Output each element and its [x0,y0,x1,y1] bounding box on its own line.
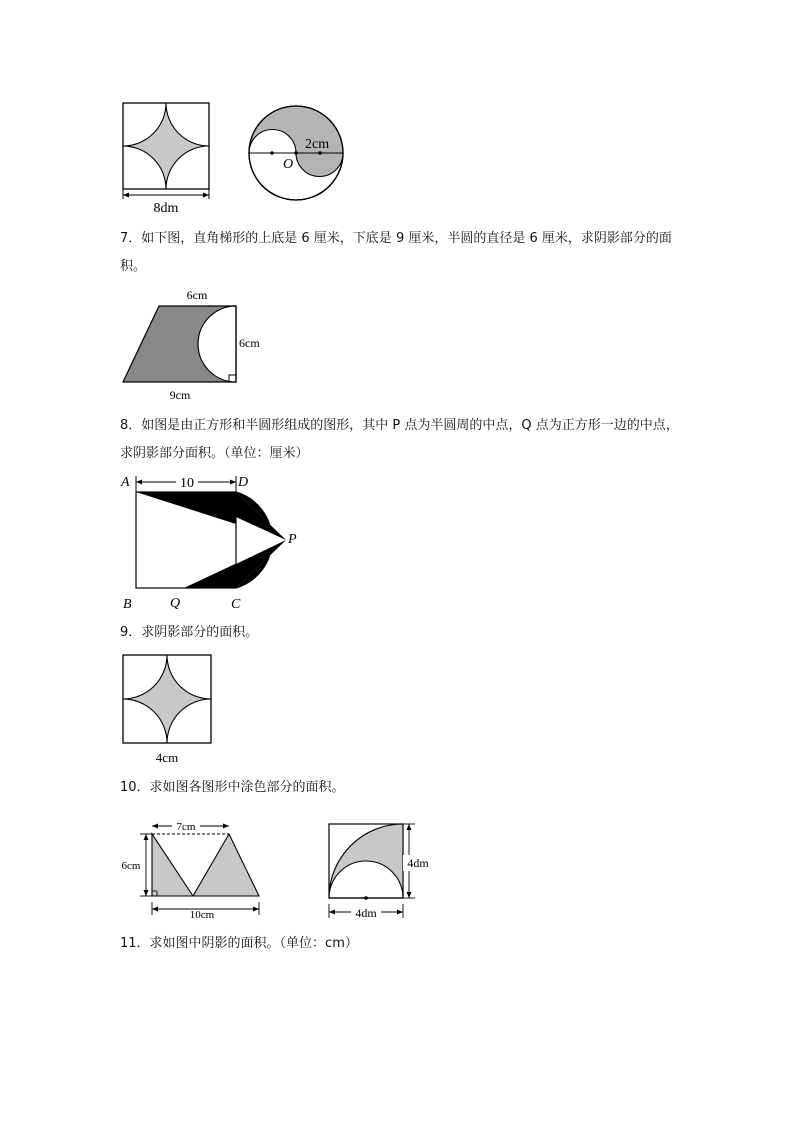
center-dot [364,896,368,900]
label-Q: Q [170,596,181,611]
bottom-label: 4dm [355,906,377,920]
figure-triangles [116,814,268,924]
question-10-text: 10．求如图各图形中涂色部分的面积。 [120,780,345,795]
bottom-arrow-right [253,907,259,912]
shaded-right-triangle [152,834,193,896]
bottom-label: 4cm [155,750,179,765]
top-label: 6cm [186,288,208,302]
right-arrow-down [407,892,412,898]
question-8-text: 8．如图是由正方形和半圆形组成的图形，其中 P 点为半圆周的中点，Q 点为正方形一边的中点，求阴影部分面积。（单位：厘米） [120,418,679,461]
figure-square-arcs [320,814,440,926]
radius-label: 2cm [305,137,330,152]
bottom-arrow-left [152,907,158,912]
question-7-text: 7．如下图，直角梯形的上底是 6 厘米，下底是 9 厘米，半圆的直径是 6 厘米，求阴影部分的面积。 [120,231,672,274]
right-label: 4dm [407,856,429,870]
bottom-arrow-left [329,910,335,915]
label-A: A [121,475,130,490]
figure-square-quarter-circles-8dm [118,98,218,218]
shaded-star [123,103,209,189]
dim-label: 8dm [153,201,179,216]
top-arrow-right [223,824,229,829]
dim-arrow-left [136,480,142,485]
right-arrow-up [407,824,412,830]
question-9-text: 9．求阴影部分的面积。 [120,625,259,640]
dim-arrow-right [230,480,236,485]
label-C: C [231,597,241,612]
left-label: 6cm [121,860,141,872]
label-D: D [238,475,249,490]
top-label: 7cm [176,821,196,833]
left-center-dot [270,151,274,155]
figure-square-quarter-circles-4cm [118,650,218,770]
left-arrow-up [144,834,149,840]
bottom-arrow-right [397,910,403,915]
left-arrow-down [144,890,149,896]
bottom-label: 9cm [169,388,191,402]
figure-right-trapezoid [116,286,276,404]
top-arrow-left [152,824,158,829]
shaded-top-tri-left [136,492,236,517]
bottom-label: 10cm [189,909,215,921]
arrow-left [123,193,129,198]
label-P: P [288,532,297,547]
right-label: 6cm [239,336,260,350]
center-label: O [283,157,294,172]
figure-circle-yinyang [242,98,354,208]
shaded-star [123,655,211,743]
shaded-region [329,824,403,898]
arrow-right [203,193,209,198]
label-B: B [123,597,132,612]
figure-square-semicircle [116,470,316,616]
shaded-triangle [193,834,259,896]
question-11-text: 11．求如图中阴影的面积。（单位：cm） [120,936,358,951]
center-dot [294,151,298,155]
dim-label: 10 [180,476,194,491]
